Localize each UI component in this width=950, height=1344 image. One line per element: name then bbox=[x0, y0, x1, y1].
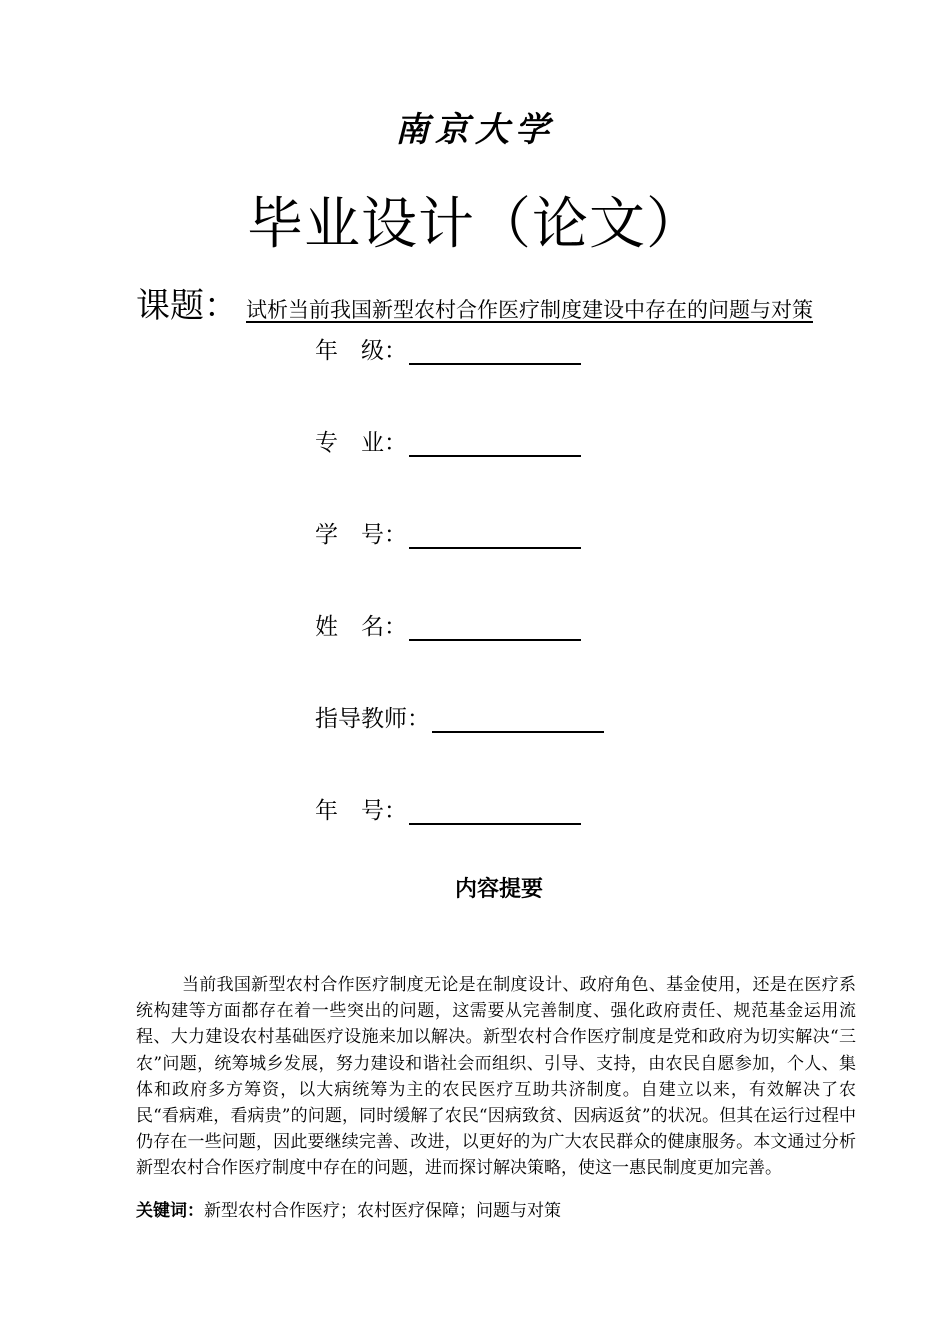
blank-line bbox=[409, 803, 581, 825]
field-label: 年 号： bbox=[315, 798, 407, 824]
field-name bbox=[315, 608, 581, 644]
blank-line bbox=[409, 619, 581, 641]
keywords-text: 新型农村合作医疗；农村医疗保障；问题与对策 bbox=[204, 1201, 561, 1221]
abstract-body: 当前我国新型农村合作医疗制度无论是在制度设计、政府角色、基金使用，还是在医疗系统构建等方面都存在着一些突出的问题，这需要从完善制度、强化政府责任、规范基金运用流程、大力建设农村基础医疗设施来加以解决。新型农村合作医疗制度是党和政府为切实解决“三农”问题，统筹城乡发展，努力建设和谐社会而组织、引导、支持，由农民自愿参加，个人、集体和政府多方筹资，以大病统筹为主的农民医疗互助共济制度。自建立以来，有效解决了农民“看病难，看病贵”的问题，同时缓解了农民“因病致贫、因病返贫”的状况。但其在运行过程中仍存在一些问题，因此要继续完善、改进，以更好的为广大农民群众的健康服务。本文通过分析新型农村合作医疗制度中存在的问题，进而探讨解决策略，使这一惠民制度更加完善。 bbox=[136, 975, 856, 1179]
field-major bbox=[315, 424, 581, 460]
university-name: 南京大学 bbox=[395, 110, 555, 150]
blank-line bbox=[409, 343, 581, 365]
blank-line bbox=[409, 527, 581, 549]
topic-row bbox=[136, 278, 916, 327]
topic-label: 课题： bbox=[136, 286, 238, 326]
keywords-line bbox=[136, 1196, 856, 1221]
keywords-label: 关键词： bbox=[136, 1201, 204, 1221]
blank-line bbox=[409, 435, 581, 457]
thesis-title: 毕业设计（论文） bbox=[247, 192, 703, 257]
abstract-heading: 内容提要 bbox=[454, 877, 543, 902]
blank-line bbox=[432, 711, 604, 733]
field-label: 姓 名： bbox=[315, 614, 407, 640]
field-label: 学 号： bbox=[315, 522, 407, 548]
field-student-id bbox=[315, 516, 581, 552]
topic-text: 试析当前我国新型农村合作医疗制度建设中存在的问题与对策 bbox=[246, 298, 813, 322]
field-grade bbox=[315, 332, 581, 368]
field-year bbox=[315, 792, 581, 828]
field-label: 专 业： bbox=[315, 430, 407, 456]
field-label: 指导教师： bbox=[315, 706, 430, 732]
field-advisor bbox=[315, 700, 604, 736]
field-label: 年 级： bbox=[315, 338, 407, 364]
